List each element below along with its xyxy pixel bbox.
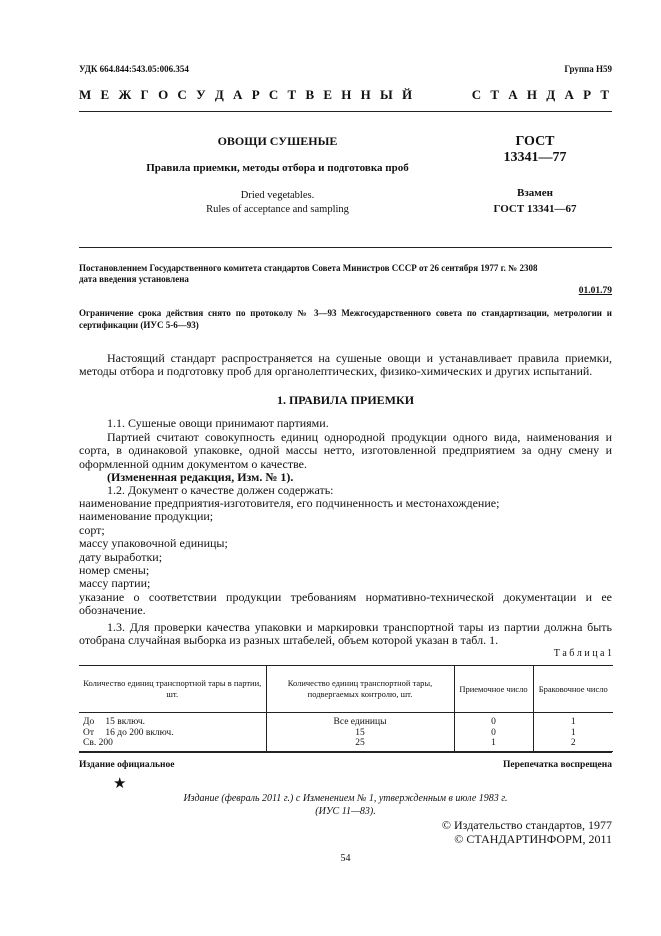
edition-note-ius: (ИУС 11—83).	[315, 806, 376, 817]
banner-interstate: М Е Ж Г О С У Д А Р С Т В Е Н Н Ы Й	[79, 87, 416, 102]
clause-1-3: 1.3. Для проверки качества упаковки и маркировки транспортной тары из партии должна быть отобрана случайная выборка из разных штабелей, объем которой указан в табл. 1.	[79, 620, 612, 648]
gost-number: 13341—77	[503, 150, 567, 165]
cell-sample: Все единицы	[266, 713, 454, 728]
copyright-2011: © СТАНДАРТИНФОРМ, 2011	[454, 832, 612, 846]
reprint-prohibited: Перепечатка воспрещена	[502, 760, 612, 770]
cell-rejection: 1	[533, 728, 613, 739]
cell-batch	[79, 728, 266, 739]
batch-prefix: От	[83, 727, 95, 738]
english-title-line2: Rules of acceptance and sampling	[206, 204, 349, 215]
page-number: 54	[340, 853, 351, 864]
clause-1-2: 1.2. Документ о качестве должен содержать:	[107, 483, 334, 497]
col-header-rejection-number: Браковочное число	[533, 666, 613, 713]
list-item: сорт;	[79, 522, 105, 537]
list-item: массу упаковочной единицы;	[79, 536, 228, 551]
udc-code: УДК 664.844:543.05:006.354	[79, 64, 189, 74]
intro-paragraph: Настоящий стандарт распространяется на сушеные овощи и устанавливает правила приемки, методы отбора и подготовку проб для органолептических, физико-химических и других испытаний.	[79, 351, 612, 379]
effective-date: 01.01.79	[578, 286, 612, 296]
title-rule	[79, 247, 612, 248]
cell-acceptance: 0	[454, 713, 533, 728]
list-item: наименование продукции;	[79, 509, 214, 524]
doc-title: ОВОЩИ СУШЕНЫЕ	[217, 134, 338, 148]
list-item: массу партии;	[79, 576, 151, 591]
amendment-note: (Измененная редакция, Изм. № 1).	[107, 470, 294, 484]
table-row	[79, 728, 613, 739]
table-row	[79, 738, 613, 751]
english-title-line1: Dried vegetables.	[240, 190, 315, 201]
cell-batch	[79, 713, 266, 728]
banner-standard: С Т А Н Д А Р Т	[471, 87, 612, 102]
table-header-row	[79, 666, 613, 713]
cell-rejection: 2	[533, 738, 613, 751]
requirement-list	[79, 497, 612, 618]
batch-prefix: До	[83, 717, 95, 727]
footer-rule	[79, 752, 612, 753]
doc-subtitle: Правила приемки, методы отбора и подготовка проб	[146, 162, 409, 174]
list-item: дату выработки;	[79, 549, 163, 564]
copyright-1977: © Издательство стандартов, 1977	[441, 818, 612, 832]
gost-label: ГОСТ	[515, 134, 555, 149]
clause-1-1: 1.1. Сушеные овощи принимают партиями.	[107, 416, 329, 430]
replaces-label: Взамен	[517, 187, 553, 199]
star-icon: ★	[113, 776, 127, 792]
table-caption: Т а б л и ц а 1	[553, 648, 612, 659]
decree-line: Постановлением Государственного комитета стандартов Совета Министров СССР от 26 сентября 1977 г. № 2308	[79, 263, 538, 273]
header-rule	[79, 111, 612, 112]
group-code: Группа Н59	[564, 64, 612, 74]
section-1-title: 1. ПРАВИЛА ПРИЕМКИ	[276, 393, 415, 407]
cell-sample: 15	[266, 728, 454, 739]
table-row	[79, 713, 613, 728]
batch-range: 16 до 200 включ.	[105, 727, 174, 738]
batch-prefix: Св. 200	[83, 738, 113, 748]
list-item: указание о соответствии продукции требованиям нормативно-технической документации и ее обозначение.	[79, 589, 612, 618]
col-header-batch-count: Количество единиц транспортной тары в партии, шт.	[83, 678, 262, 699]
edition-note: Издание (февраль 2011 г.) с Изменением № 1, утвержденным в июле 1983 г.	[183, 793, 508, 804]
batch-range: 15 включ.	[105, 717, 145, 727]
decree-date-label: дата введения установлена	[79, 274, 189, 284]
cell-acceptance: 0	[454, 728, 533, 739]
limitation-note: Ограничение срока действия снято по протоколу № 3—93 Межгосударственного совета по стандартизации, метрологии и сертификации (ИУС 5-6—93)	[79, 308, 612, 330]
cell-acceptance: 1	[454, 738, 533, 751]
cell-sample: 25	[266, 738, 454, 751]
list-item: наименование предприятия-изготовителя, его подчиненность и местонахождение;	[79, 496, 500, 510]
list-item: номер смены;	[79, 563, 150, 578]
clause-1-1-batch: Партией считают совокупность единиц однородной продукции одного вида, наименования и сорта, в одинаковой упаковке, одной массы нетто, изготовленной предприятием за одну смену и оформленной одним документом о качестве.	[79, 430, 612, 471]
table-1	[79, 665, 613, 752]
col-header-acceptance-number: Приемочное число	[454, 666, 533, 713]
cell-batch	[79, 738, 266, 751]
col-header-sample-count: Количество единиц транспортной тары, подвергаемых контролю, шт.	[266, 666, 454, 713]
official-edition: Издание официальное	[79, 760, 175, 770]
replaces-number: ГОСТ 13341—67	[493, 203, 577, 215]
cell-rejection: 1	[533, 713, 613, 728]
